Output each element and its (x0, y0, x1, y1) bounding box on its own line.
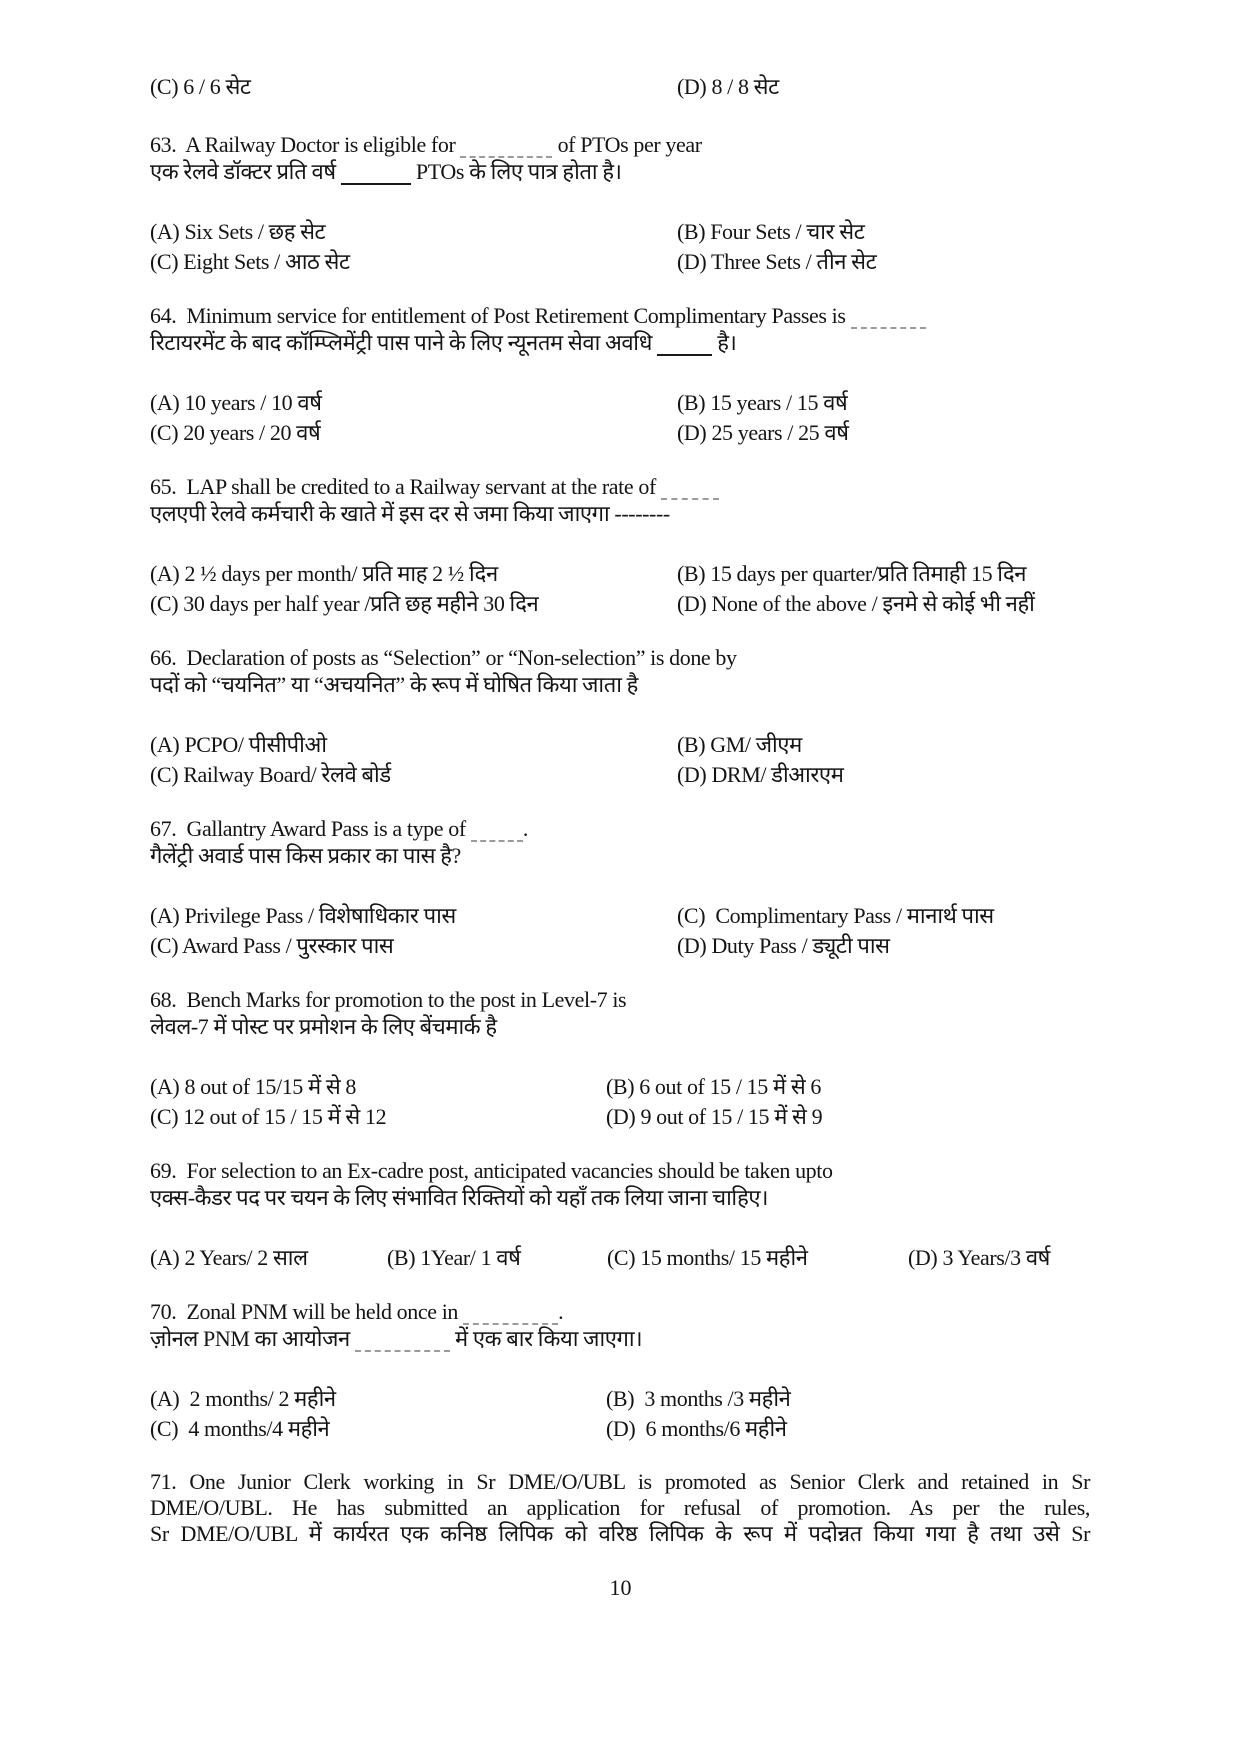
option-65-D: (D) None of the above / इनमे से कोई भी नहीं (677, 591, 1035, 616)
question-70-english-text: 70. Zonal PNM will be held once in (150, 1299, 464, 1324)
option-63-A: (A) Six Sets / छह सेट (150, 219, 326, 244)
option-70-D: (D) 6 months/6 महीने (606, 1416, 787, 1441)
question-70 (150, 1298, 1090, 1445)
options-row (150, 73, 1090, 103)
question-64-hindi-text: रिटायरमेंट के बाद कॉम्प्लिमेंट्री पास पाने के लिए न्यूनतम सेवा अवधि (150, 330, 658, 355)
options-70 (150, 1385, 1090, 1445)
options-row (150, 1103, 1090, 1133)
options-row (150, 902, 1090, 932)
option-63-B: (B) Four Sets / चार सेट (677, 219, 865, 244)
question-67-hindi-line (150, 842, 1090, 869)
options-68 (150, 1073, 1090, 1133)
question-68-hindi-line (150, 1013, 1090, 1040)
question-69-hindi-line (150, 1184, 1090, 1211)
options-row (150, 419, 1090, 449)
question-71 (150, 1469, 1090, 1547)
option-top-continued-options-C: (C) 6 / 6 सेट (150, 74, 251, 99)
question-70-english-text: . (558, 1299, 564, 1324)
option-69-A: (A) 2 Years/ 2 साल (150, 1245, 308, 1270)
option-69-B: (B) 1Year/ 1 वर्ष (387, 1245, 521, 1270)
option-64-D: (D) 25 years / 25 वर्ष (677, 420, 849, 445)
options-row (150, 218, 1090, 248)
question-63-hindi-text: PTOs के लिए पात्र होता है। (410, 159, 622, 184)
option-66-D: (D) DRM/ डीआरएम (677, 762, 844, 787)
question-63-hindi-text: एक रेलवे डॉक्टर प्रति वर्ष (150, 159, 341, 184)
option-65-B: (B) 15 days per quarter/प्रति तिमाही 15 दिन (677, 561, 1027, 586)
options-64 (150, 389, 1090, 449)
option-64-B: (B) 15 years / 15 वर्ष (677, 390, 848, 415)
options-63 (150, 218, 1090, 278)
blank-line (463, 1309, 558, 1325)
question-69 (150, 1157, 1090, 1274)
question-63-hindi-line (150, 158, 1090, 185)
question-70-hindi-text: ज़ोनल PNM का आयोजन (150, 1326, 355, 1351)
question-63-english-text: 63. A Railway Doctor is eligible for (150, 132, 461, 157)
question-65-english-line (150, 473, 1090, 500)
blank-line (661, 484, 719, 500)
blank-line (355, 1336, 450, 1352)
question-65-english-text: 65. LAP shall be credited to a Railway servant at the rate of (150, 474, 661, 499)
question-63-english-line (150, 131, 1090, 158)
option-68-A: (A) 8 out of 15/15 में से 8 (150, 1074, 357, 1099)
option-67-C: (C) Complimentary Pass / मानार्थ पास (677, 903, 994, 928)
question-66-english-line (150, 644, 1090, 671)
options-67 (150, 902, 1090, 962)
option-68-C: (C) 12 out of 15 / 15 में से 12 (150, 1104, 387, 1129)
option-66-B: (B) GM/ जीएम (677, 732, 802, 757)
question-67-english-line (150, 815, 1090, 842)
question-66-english-text: 66. Declaration of posts as “Selection” or “Non-selection” is done by (150, 645, 737, 670)
option-70-A: (A) 2 months/ 2 महीने (150, 1386, 336, 1411)
question-63 (150, 131, 1090, 278)
options-row (150, 560, 1090, 590)
option-68-B: (B) 6 out of 15 / 15 में से 6 (606, 1074, 822, 1099)
question-64-english-text: 64. Minimum service for entitlement of Post Retirement Complimentary Passes is (150, 303, 851, 328)
question-63-english-text: of PTOs per year (552, 132, 702, 157)
question-69-english-text: 69. For selection to an Ex-cadre post, anticipated vacancies should be taken upto (150, 1158, 833, 1183)
option-top-continued-options-D: (D) 8 / 8 सेट (677, 74, 779, 99)
question-67-english-text: 67. Gallantry Award Pass is a type of (150, 816, 471, 841)
options-row (150, 1073, 1090, 1103)
question-68-hindi-text: लेवल-7 में पोस्ट पर प्रमोशन के लिए बेंचमार्क है (150, 1014, 497, 1039)
options-row (150, 248, 1090, 278)
question-66 (150, 644, 1090, 791)
question-67-english-text: . (522, 816, 528, 841)
options-row (150, 731, 1090, 761)
option-63-C: (C) Eight Sets / आठ सेट (150, 249, 350, 274)
page-content (150, 73, 1090, 1547)
question-68-english-text: 68. Bench Marks for promotion to the post in Level-7 is (150, 987, 627, 1012)
options-row (150, 1244, 1090, 1274)
options-row (150, 590, 1090, 620)
question-65 (150, 473, 1090, 620)
option-70-C: (C) 4 months/4 महीने (150, 1416, 330, 1441)
options-row (150, 761, 1090, 791)
option-68-D: (D) 9 out of 15 / 15 में से 9 (606, 1104, 823, 1129)
options-row (150, 1385, 1090, 1415)
question-68-english-line (150, 986, 1090, 1013)
blank-line (341, 169, 411, 185)
option-67-A: (A) Privilege Pass / विशेषाधिकार पास (150, 903, 456, 928)
question-66-hindi-line (150, 671, 1090, 698)
options-69 (150, 1244, 1090, 1274)
question-64-english-line (150, 302, 1090, 329)
question-64-hindi-text: है। (712, 330, 737, 355)
blank-line (851, 313, 926, 329)
option-64-C: (C) 20 years / 20 वर्ष (150, 420, 321, 445)
question-71-paragraph-line: DME/O/UBL. He has submitted an application for refusal of promotion. As per the rules, (150, 1495, 1090, 1520)
question-65-hindi-text: एलएपी रेलवे कर्मचारी के खाते में इस दर से जमा किया जाएगा -------- (150, 501, 670, 526)
question-70-hindi-line (150, 1325, 1090, 1352)
options-66 (150, 731, 1090, 791)
question-64-hindi-line (150, 329, 1090, 356)
option-64-A: (A) 10 years / 10 वर्ष (150, 390, 322, 415)
option-66-A: (A) PCPO/ पीसीपीओ (150, 732, 327, 757)
blank-line (657, 340, 712, 356)
question-64 (150, 302, 1090, 449)
option-69-C: (C) 15 months/ 15 महीने (607, 1245, 808, 1270)
options-top-continued-options (150, 73, 1090, 103)
question-67-hindi-text: गैलेंट्री अवार्ड पास किस प्रकार का पास है? (150, 843, 461, 868)
option-65-C: (C) 30 days per half year /प्रति छह महीने 30 दिन (150, 591, 539, 616)
page-number: 10 (609, 1575, 632, 1600)
option-70-B: (B) 3 months /3 महीने (606, 1386, 791, 1411)
question-67 (150, 815, 1090, 962)
option-65-A: (A) 2 ½ days per month/ प्रति माह 2 ½ दिन (150, 561, 498, 586)
option-67-D: (D) Duty Pass / ड्यूटी पास (677, 933, 890, 958)
question-71-paragraph-line: 71. One Junior Clerk working in Sr DME/O/UBL is promoted as Senior Clerk and retained in Sr (150, 1469, 1090, 1494)
question-71-paragraph-line: Sr DME/O/UBL में कार्यरत एक कनिष्ठ लिपिक को वरिष्ठ लिपिक के रूप में पदोन्नत किया गया है तथा उसे Sr (150, 1521, 1090, 1546)
option-69-D: (D) 3 Years/3 वर्ष (908, 1245, 1050, 1270)
question-70-english-line (150, 1298, 1090, 1325)
blank-line (460, 142, 552, 158)
blank-line (471, 826, 523, 842)
options-row (150, 389, 1090, 419)
question-65-hindi-line (150, 500, 1090, 527)
question-69-english-line (150, 1157, 1090, 1184)
options-row (150, 1415, 1090, 1445)
question-70-hindi-text: में एक बार किया जाएगा। (449, 1326, 643, 1351)
question-66-hindi-text: पदों को “चयनित” या “अचयनित” के रूप में घोषित किया जाता है (150, 672, 638, 697)
options-row (150, 932, 1090, 962)
question-69-hindi-text: एक्स-कैडर पद पर चयन के लिए संभावित रिक्तियों को यहाँ तक लिया जाना चाहिए। (150, 1185, 769, 1210)
option-66-C: (C) Railway Board/ रेलवे बोर्ड (150, 762, 391, 787)
option-63-D: (D) Three Sets / तीन सेट (677, 249, 877, 274)
option-67-C: (C) Award Pass / पुरस्कार पास (150, 933, 394, 958)
question-68 (150, 986, 1090, 1133)
continued-options-block (150, 73, 1090, 103)
options-65 (150, 560, 1090, 620)
